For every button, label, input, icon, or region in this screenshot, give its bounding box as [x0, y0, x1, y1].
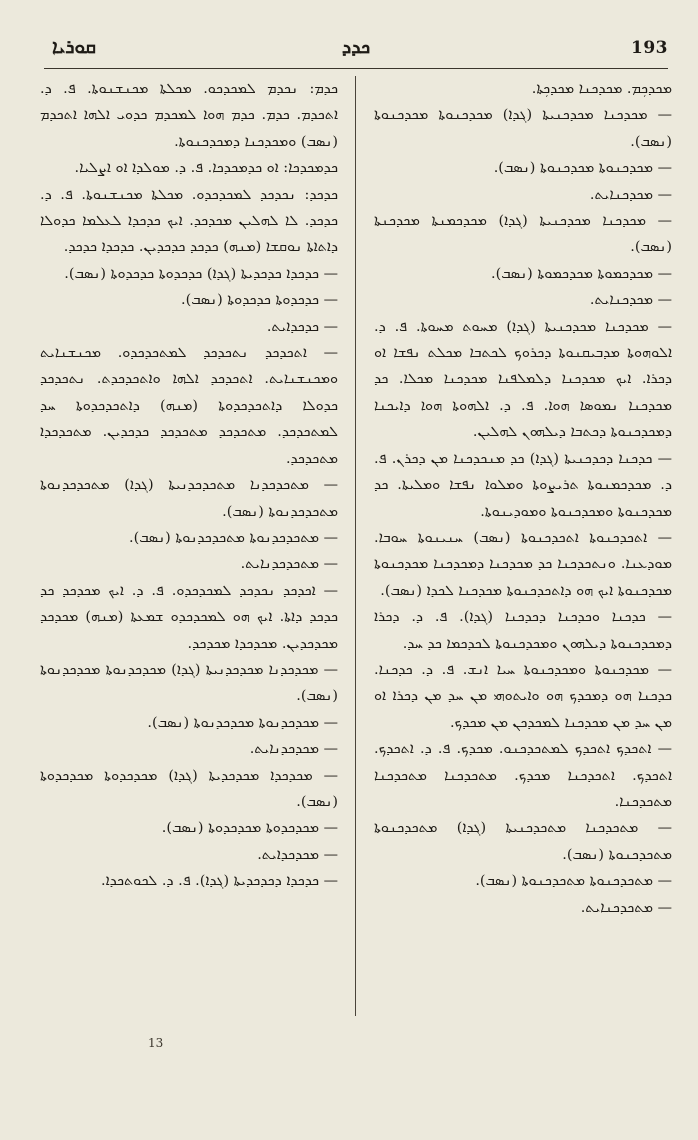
dictionary-page — [40, 26, 672, 1106]
dictionary-entry: — ܡܟܕܟܢܐ ܡܟܕܟܢܝܬܐ (ܓܕܐ) ܡܟܕܟܢܘܬܐ ܡܟܕܟܢܘܬܐ (ܢܣܒ). — [374, 107, 672, 150]
dictionary-entry: — ܟܕܟܢܐ ܘܟܕܟܢܐ ܕܟܕܟܢܐ (ܓܕܐ). ܦ. ܕ. ܕܟܪܐ ܕܡܟܕܟܢܘܬܐ ܕܝܠܗܘܢ ܘܡܟܕܟܢܘܬܐ ܠܟܕܟܡܐ ܟܕ ܚܕ. — [374, 609, 672, 652]
left-column — [40, 76, 338, 1016]
dictionary-entry: — ܡܟܕܟܢܘܬܐ ܡܟܕܟܢܘܬܐ (ܢܣܒ). — [493, 160, 672, 177]
dictionary-entry: — ܟܕܟܕܘܬܐ ܟܕܟܕܘܬܐ (ܢܣܒ). — [181, 292, 338, 309]
dictionary-entry: ܡܟܕܟܼܡ. ܡܟܕܟܢܐ ܡܟܕܟܼܬܐ. — [531, 81, 672, 97]
dictionary-entry: — ܟܕܟܢܐ ܕܟܕܟܢܝܬܐ (ܓܕܐ) ܟܕ ܡܢܟܕܟܢܐ ܡܢ ܕܟܪܢ. ܦ. ܕ. ܡܟܕܟܡܢܘܬܐ ܬܪܝܨܘܬܐ ܘܡܠܘܐ ܢܦܫܐ ܘܡܠܝܬܐ. ܟܕ ܡܟܕܟܢܘܬܐ ܘܡܟܕܟܢܘܬܐ ܘܡܘܕܝܢܘܬܐ. — [374, 450, 672, 520]
right-column — [374, 76, 672, 1016]
dictionary-entry: — ܐܬܟܕܟܢܘܬܐ ܐܬܟܕܟܢܘܬܐ (ܢܣܒ) ܚܢܝܢܘܬܐ ܚܘܒܐ. ܡܘܕܥܢܐ. ܘܢܬܟܕܟܢܐ ܟܕ ܡܟܕܟܢܐ ܕܡܟܕܟܢܐ ܡܟܕܟܢܘܬܐ ܡܟܕܟܢܘܬܐ ܐܝܟ ܗܘ ܕܐܬܟܕܟܢܘܬܐ ܡܟܕܟܢܐ ܠܟܕܐ (ܢܣܒ). — [374, 529, 672, 599]
dictionary-entry: — ܡܬܟܕܟܢܐ ܡܬܟܕܟܢܝܬܐ (ܓܕܐ) ܡܬܟܕܟܢܘܬܐ ܡܬܟܕܟܢܘܬܐ (ܢܣܒ). — [374, 820, 672, 863]
dictionary-entry: — ܡܟܕܟܢܐܝܬ. — [589, 292, 672, 309]
signature-mark: 13 — [148, 1036, 164, 1050]
dictionary-entry: — ܡܟܕܟܕܐܝܬ. — [257, 846, 338, 863]
dictionary-entry: — ܡܬܟܕܟܕܢܐܝܬ. — [240, 556, 338, 573]
dictionary-entry: — ܟܕܟܕܐܝܬ. — [266, 318, 338, 335]
dictionary-entry: — ܡܟܕܟܢܐܝܬ. — [589, 186, 672, 203]
header-rule — [44, 68, 668, 69]
dictionary-entry: — ܡܟܕܟܡܘܬܐ ܡܟܕܟܡܘܬܐ (ܢܣܒ). — [491, 265, 672, 282]
dictionary-entry: — ܐܬܟܕܟ ܐܬܟܕܟ ܠܡܬܟܕܟܢܘ. ܡܟܕܟ. ܦ. ܕ. ܐܬܟܕܟ. ܐܬܟܕܟ. ܐܬܟܕܟܢܐ ܡܟܕܟ. ܡܬܟܕܟܢܐ ܡܬܟܕܟܢܐ ܡܬܟܕܟܢܐ. — [374, 741, 672, 810]
dictionary-entry: — ܡܬܟܕܟܢܘܬܐ ܡܬܟܕܟܢܘܬܐ (ܢܣܒ). — [475, 873, 672, 890]
dictionary-entry: — ܡܬܟܕܟܕܢܐ ܡܬܟܕܟܕܢܝܬܐ (ܓܕܐ) ܡܬܟܕܟܕܢܘܬܐ ܡܬܟܕܟܕܢܘܬܐ (ܢܣܒ). — [40, 477, 338, 520]
dictionary-entry: ܟܕܟܕ: ܢܟܕܟܕ ܠܡܟܕܟܕܘ. ܡܟܠܬܐ ܡܟܢܫܢܘܬܐ. ܦ. ܕ. ܟܕܟܕ. ܠܐ ܠܗܠܝܢ ܡܟܕܟܕ. ܐܝܟ ܟܕܟܕܐ ܠܥܠܡܐ ܟܕܘܠܐ ܕܐܬܐܬܐ ܢܘܩܫܐ (ܡܢܗ) ܟܕܟܕ ܟܕܟܕܝܢ. ܟܕܟܕܐ ܟܕܟܕ. — [40, 186, 338, 256]
dictionary-entry: — ܡܟܕܟܕܘܬܐ ܡܟܕܟܕܘܬܐ (ܢܣܒ). — [161, 820, 338, 837]
dictionary-entry: — ܡܟܕܟܕܢܐ ܡܟܕܟܕܢܝܬܐ (ܓܕܐ) ܡܟܕܟܕܢܘܬܐ ܡܟܕܟܕܢܘܬܐ (ܢܣܒ). — [40, 661, 338, 705]
dictionary-entry: — ܡܬܟܕܟܕܢܘܬܐ ܡܬܟܕܟܕܢܘܬܐ (ܢܣܒ). — [129, 529, 338, 546]
dictionary-entry: — ܡܟܕܟܢܐ ܡܟܕܟܢܝܬܐ (ܓܕܐ) ܡܟܕܟܡܢܬܐ ܡܟܕܟܢܬܐ (ܢܣܒ). — [374, 213, 672, 256]
running-head-left: ܩܘܪܝܐ — [52, 36, 96, 58]
column-divider — [355, 76, 356, 1016]
page-number: 193 — [631, 38, 668, 58]
text-columns — [40, 76, 672, 1016]
page-header — [40, 26, 672, 66]
running-head-center: ܟܕܕ — [341, 36, 371, 58]
dictionary-entry: — ܐܬܟܕܟܕ ܢܬܟܕܟܕ ܠܡܬܟܕܟܕܘ. ܡܟܢܫܢܐܝܬ ܘܡܟܢܫܢܐܝܬ. ܐܬܟܕܟܕ ܐܠܗܐ ܘܐܬܟܕܟܕܬ. ܢܬܟܕܟܕ ܟܕܘܠܐ ܕܐܬܟܕܟܕܘܬܐ (ܡܢܗ) ܕܐܬܟܕܟܕܘܬܐ ܚܕ ܠܡܬܟܕܟܕ. ܡܬܟܕܟܕ ܡܬܟܕܟܕ ܟܕܟܕܝܢ. ܡܬܟܕܟܕܐ ܡܬܟܕܟܕ. — [40, 345, 338, 467]
dictionary-entry: — ܡܟܕܟܕܢܘܬܐ ܡܟܕܟܕܢܘܬܐ (ܢܣܒ). — [147, 714, 338, 731]
dictionary-entry: ܟܕܡ: ܢܟܕܡ ܠܡܟܕܟܘ. ܡܟܠܬܐ ܡܟܢܫܢܘܬܐ. ܦ. ܕ. ܐܬܟܕܡ. ܟܕܡ. ܟܕܡ ܗܘܐ ܠܡܟܕܡ ܟܕܘܝ ܐܠܗܐ ܐܬܟܕܡ (ܢܣܒ) ܘܡܟܕܟܢܐ ܕܡܟܕܟܢܘܬܐ. — [40, 81, 338, 150]
dictionary-entry: — ܡܬܟܕܟܢܐܝܬ. — [580, 899, 672, 916]
dictionary-entry: — ܟܕܟܕܐ ܟܕܟܕܝܬܐ (ܓܕܐ) ܟܕܟܕܘܬܐ ܟܕܟܕܘܬܐ (ܢܣܒ). — [64, 265, 338, 282]
dictionary-entry: — ܡܟܕܟܢܐ ܡܟܕܟܢܝܬܐ (ܓܕܐ) ܡܚܘܬ ܡܚܘܬܐ. ܦ. ܕ. ܐܠܘܗܘܬܐ ܡܕܒܝܩܢܘܬܐ ܕܟܪܘܟ ܠܟܬܒܐ ܡܟܠܬ ܢܦܫܐ ܐܘ ܕܟܪܐ. ܐܝܟ ܡܟܕܟܢܐ ܕܠܡܠܦܢܐ ܡܟܕܟܢܐ ܡܟܠܐ. ܟܕ ܡܟܕܟܢܐ ܢܡܘܣܐ ܗܘܐ. ܦ. ܕ. ܐܠܗܘܬܐ ܗܘܐ ܕܐܝܟܢܐ ܕܡܟܕܟܢܘܬܐ ܕܟܬܒܐ ܕܝܠܗܘܢ ܠܗܠܝܢ. — [374, 318, 672, 441]
dictionary-entry: — ܡܟܕܟܕܢܐܝܬ. — [249, 741, 338, 758]
dictionary-entry: — ܡܟܕܟܕܐ ܡܟܕܟܕܝܬܐ (ܓܕܐ) ܡܟܕܟܕܘܬܐ ܡܟܕܟܕܘܬܐ (ܢܣܒ). — [40, 767, 338, 810]
dictionary-entry: — ܡܟܕܟܢܘܬܐ ܘܡܟܕܟܢܘܬܐ ܚܝܐ ܐܢܫ. ܦ. ܕ. ܟܕܟܢܐ. ܟܕܟܢܐ ܗܘ ܕܡܟܕܟ ܗܘ ܘܐܝܬܘܗܝ ܡܢ ܚܕ ܡܢ ܕܟܪܐ ܐܘ ܡܢ ܚܕ ܡܢ ܡܟܕܟܢܐ ܠܡܟܕܟܢ ܡܢ ܡܟܕܟ. — [374, 661, 672, 731]
dictionary-entry: — ܐܟܕܟܕ ܢܟܕܟܕ ܠܡܟܕܟܕܘ. ܦ. ܕ. ܐܝܟ ܡܟܕܟܕ ܟܕ ܟܕܟܕ ܕܐܬܐ. ܐܝܟ ܗܘ ܠܡܟܕܟܕܘ ܫܡܥܬܐ (ܡܢܗ) ܡܟܕܟܕ ܡܟܕܟܕܝܢ. ܡܟܕܟܕܐ ܡܟܕܟܕ. — [40, 582, 338, 652]
dictionary-entry: — ܟܕܟܕܐ ܕܟܕܟܕܝܬܐ (ܓܕܐ). ܦ. ܕ. ܠܟܘܬܟܕܐ. — [101, 873, 338, 890]
dictionary-entry: ܟܕܡܟܕܟܐ: ܐܘ ܟܕܡܟܕܟܐ. ܦ. ܕ. ܡܘܠܕܐ ܐܘ ܐܨܠܝܐ. — [74, 160, 338, 177]
